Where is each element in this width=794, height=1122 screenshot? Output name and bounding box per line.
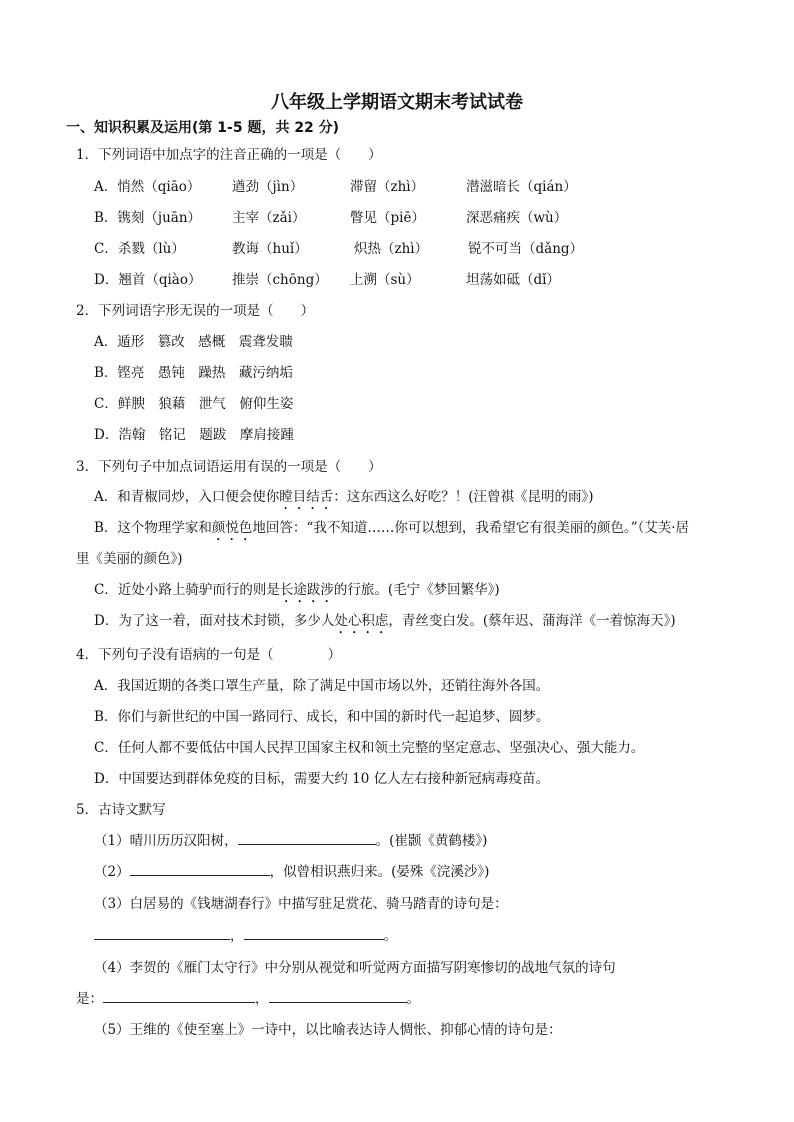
option-a-word-4: 潜滋暗长（qián） [466,179,577,195]
question-4-option-d: D．中国要达到群体免疫的目标，需要大约 10 亿人左右接种新冠病毒疫苗。 [94,771,550,787]
question-2-option-a: A．遁形 篡改 感概 震聋发聩 [94,334,293,350]
answer-blank[interactable] [238,832,376,845]
option-text: A．和青椒同炒，入口便会使你 [94,489,280,505]
question-2-option-c: C．鲜腴 狼藉 泄气 俯仰生姿 [94,396,294,412]
question-5-stem: 5．古诗文默写 [76,802,166,818]
recitation-item-3-answers [94,926,397,946]
question-4-option-c: C．任何人都不要低估中国人民捍卫国家主权和领土完整的坚定意志、坚强决心、强大能力。 [94,740,645,756]
dotted-word: 处心积虑 [334,613,389,629]
question-4-option-b: B．你们与新世纪的中国一路同行、成长，和中国的新时代一起追梦、圆梦。 [94,709,550,725]
option-text: 地回答：“我不知道……你可以想到，我希望它有很美丽的颜色。”（艾芙·居 [252,520,690,536]
recitation-item-3: （3）白居易的《钱塘湖春行》中描写驻足赏花、骑马踏青的诗句是： [94,896,508,912]
dotted-word: 颜悦色 [211,520,253,536]
item-text: （2） [94,864,130,880]
question-4-option-a: A．我国近期的各类口罩生产量，除了满足中国市场以外，还销往海外各国。 [94,678,550,694]
option-b-word-2: 主宰（zǎi） [232,210,306,226]
question-3-option-c [94,580,500,606]
separator: 。 [383,928,397,944]
option-d-word-1: D．翘首（qiào） [94,272,202,288]
option-text: 的行旅。(毛宁《梦回繁华》) [333,582,500,598]
answer-blank[interactable] [94,927,230,940]
option-d-word-2: 推崇（chōng） [232,272,328,288]
option-a-word-3: 滞留（zhì） [350,179,425,195]
section-heading: 一、知识积累及运用(第 1-5 题，共 22 分) [66,120,340,136]
item-text: 是： [76,991,103,1007]
separator: ， [230,928,244,944]
option-text: ，青丝变白发。(蔡年迟、蒲海洋《一着惊海天》) [388,613,676,629]
dotted-word: 瞠目结舌 [279,489,334,505]
question-2-option-d: D．浩翰 铭记 题跋 摩肩接踵 [94,427,294,443]
option-c-word-2: 教诲（huǐ） [232,241,308,257]
option-c-word-1: C．杀戮（lù） [94,241,185,257]
recitation-item-1 [94,831,487,851]
question-3-option-b [94,518,689,544]
option-b-word-4: 深恶痛疾（wù） [466,210,568,226]
answer-blank[interactable] [244,927,384,940]
separator: ， [255,991,269,1007]
item-text: （1）晴川历历汉阳树， [94,833,238,849]
question-4-stem: 4．下列句子没有语病的一句是（ ） [76,647,342,663]
recitation-item-5: （5）王维的《使至塞上》一诗中，以比喻表达诗人惆怅、抑郁心情的诗句是： [94,1022,562,1038]
recitation-item-4-answers [76,989,420,1009]
question-3-stem: 3．下列句子中加点词语运用有误的一项是（ ） [76,459,382,475]
answer-blank[interactable] [130,863,270,876]
question-2-option-b: B．铿亮 愚钝 躁热 藏污纳垢 [94,365,293,381]
option-c-word-4: 锐不可当（dǎng） [468,241,584,257]
option-text: D．为了这一着，面对技术封锁，多少人 [94,613,335,629]
item-text: 。(崔颢《黄鹤楼》) [375,833,488,849]
option-b-word-1: B．镌刻（juān） [94,210,202,226]
recitation-item-2 [94,862,489,882]
page-title: 八年级上学期语文期末考试试卷 [271,92,523,113]
option-text: ：这东西这么好吃？！(汪曾祺《昆明的雨》) [333,489,594,505]
question-1-stem: 1．下列词语中加点字的注音正确的一项是（ ） [76,147,382,163]
answer-blank[interactable] [269,990,407,1003]
option-a-word-1: A．悄然（qiāo） [94,179,201,195]
question-3-option-b-continued: 里《美丽的颜色》) [76,551,183,567]
option-a-word-2: 遒劲（jìn） [232,179,304,195]
item-text: ，似曾相识燕归来。(晏殊《浣溪沙》) [269,864,490,880]
option-text: B．这个物理学家和 [94,520,212,536]
question-3-option-d [94,611,676,637]
question-3-option-a [94,487,594,513]
option-d-word-3: 上溯（sù） [350,272,420,288]
dotted-word: 长途跋涉 [279,582,334,598]
option-d-word-4: 坦荡如砥（dǐ） [466,272,560,288]
recitation-item-4: （4）李贺的《雁门太守行》中分别从视觉和听觉两方面描写阴寒惨切的战地气氛的诗句 [94,960,616,976]
option-text: C．近处小路上骑驴而行的则是 [94,582,280,598]
separator: 。 [406,991,420,1007]
question-2-stem: 2．下列词语字形无误的一项是（ ） [76,303,315,319]
option-c-word-3: 炽热（zhì） [354,241,429,257]
answer-blank[interactable] [103,990,255,1003]
option-b-word-3: 瞥见（piē） [350,210,425,226]
